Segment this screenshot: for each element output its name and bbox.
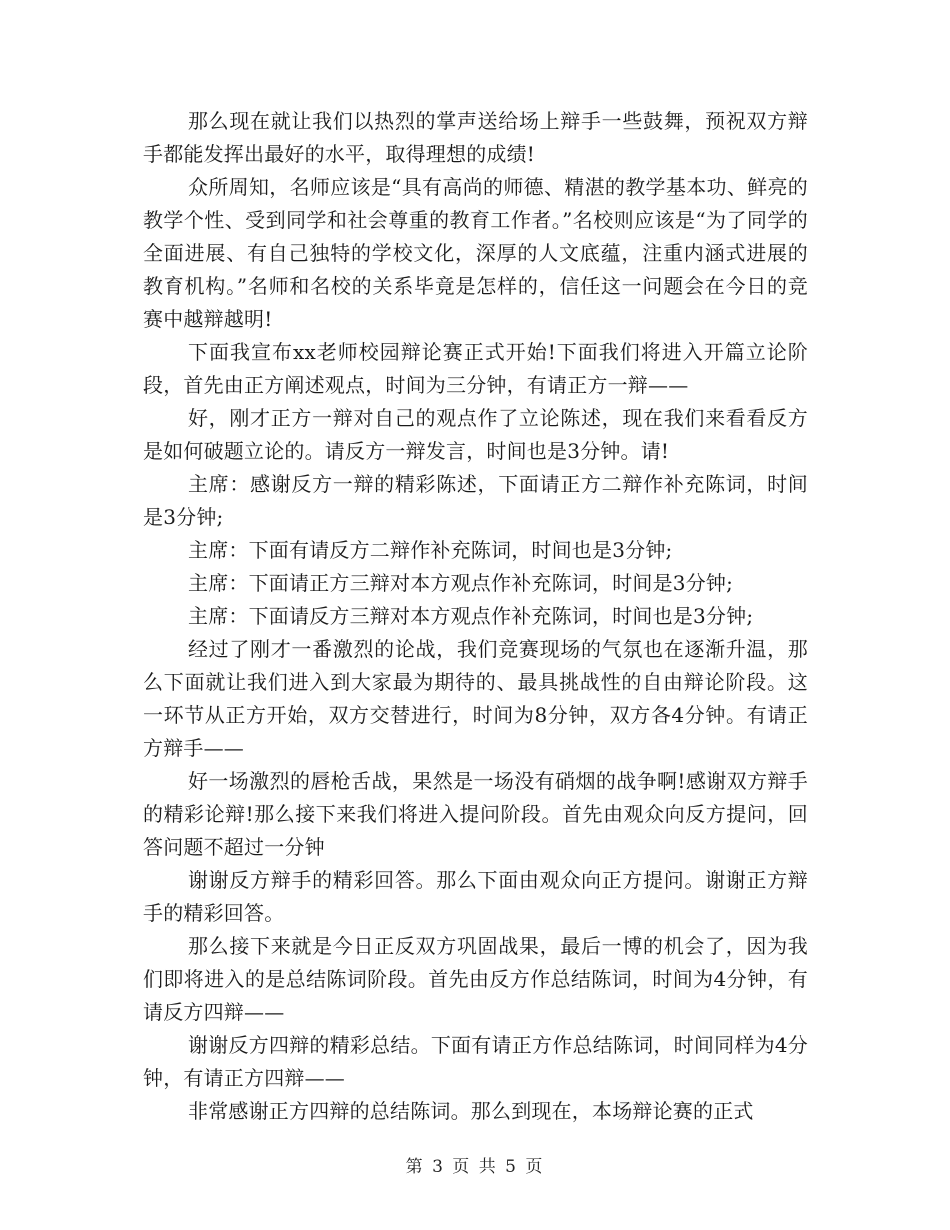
page-number-footer: 第 3 页 共 5 页 <box>405 1157 545 1177</box>
paragraph: 那么现在就让我们以热烈的掌声送给场上辩手一些鼓舞，预祝双方辩手都能发挥出最好的水平，取得理想的成绩! <box>143 109 808 166</box>
paragraph: 那么接下来就是今日正反双方巩固战果，最后一博的机会了，因为我们即将进入的是总结陈词阶段。首先由反方作总结陈词，时间为4分钟，有请反方四辩—— <box>143 934 808 1024</box>
paragraph: 主席：下面有请反方二辩作补充陈词，时间也是3分钟; <box>188 538 673 562</box>
paragraph: 下面我宣布xx老师校园辩论赛正式开始!下面我们将进入开篇立论阶段，首先由正方阐述观点，时间为三分钟，有请正方一辩—— <box>143 340 808 397</box>
paragraph: 好，刚才正方一辩对自己的观点作了立论陈述，现在我们来看看反方是如何破题立论的。请反方一辩发言，时间也是3分钟。请! <box>143 406 808 463</box>
paragraph: 主席：下面请反方三辩对本方观点作补充陈词，时间也是3分钟; <box>188 604 754 628</box>
paragraph: 好一场激烈的唇枪舌战，果然是一场没有硝烟的战争啊!感谢双方辩手的精彩论辩!那么接下来我们将进入提问阶段。首先由观众向反方提问，回答问题不超过一分钟 <box>143 769 808 859</box>
paragraph: 主席：下面请正方三辩对本方观点作补充陈词，时间是3分钟; <box>188 571 734 595</box>
paragraph: 谢谢反方辩手的精彩回答。那么下面由观众向正方提问。谢谢正方辩手的精彩回答。 <box>143 868 808 925</box>
paragraph: 谢谢反方四辩的精彩总结。下面有请正方作总结陈词，时间同样为4分钟，有请正方四辩—— <box>143 1033 808 1090</box>
paragraph: 众所周知，名师应该是“具有高尚的师德、精湛的教学基本功、鲜亮的教学个性、受到同学和社会尊重的教育工作者。”名校则应该是“为了同学的全面进展、有自己独特的学校文化，深厚的人文底蕴，注重内涵式进展的教育机构。”名师和名校的关系毕竟是怎样的，信任这一问题会在今日的竞赛中越辩越明! <box>143 175 808 331</box>
paragraph: 主席：感谢反方一辩的精彩陈述，下面请正方二辩作补充陈词，时间是3分钟; <box>143 472 808 529</box>
paragraph: 经过了刚才一番激烈的论战，我们竞赛现场的气氛也在逐渐升温，那么下面就让我们进入到大家最为期待的、最具挑战性的自由辩论阶段。这一环节从正方开始，双方交替进行，时间为8分钟，双方各4分钟。有请正方辩手—— <box>143 637 808 760</box>
paragraph: 非常感谢正方四辩的总结陈词。那么到现在，本场辩论赛的正式 <box>188 1099 754 1123</box>
document-body <box>143 105 808 1128</box>
